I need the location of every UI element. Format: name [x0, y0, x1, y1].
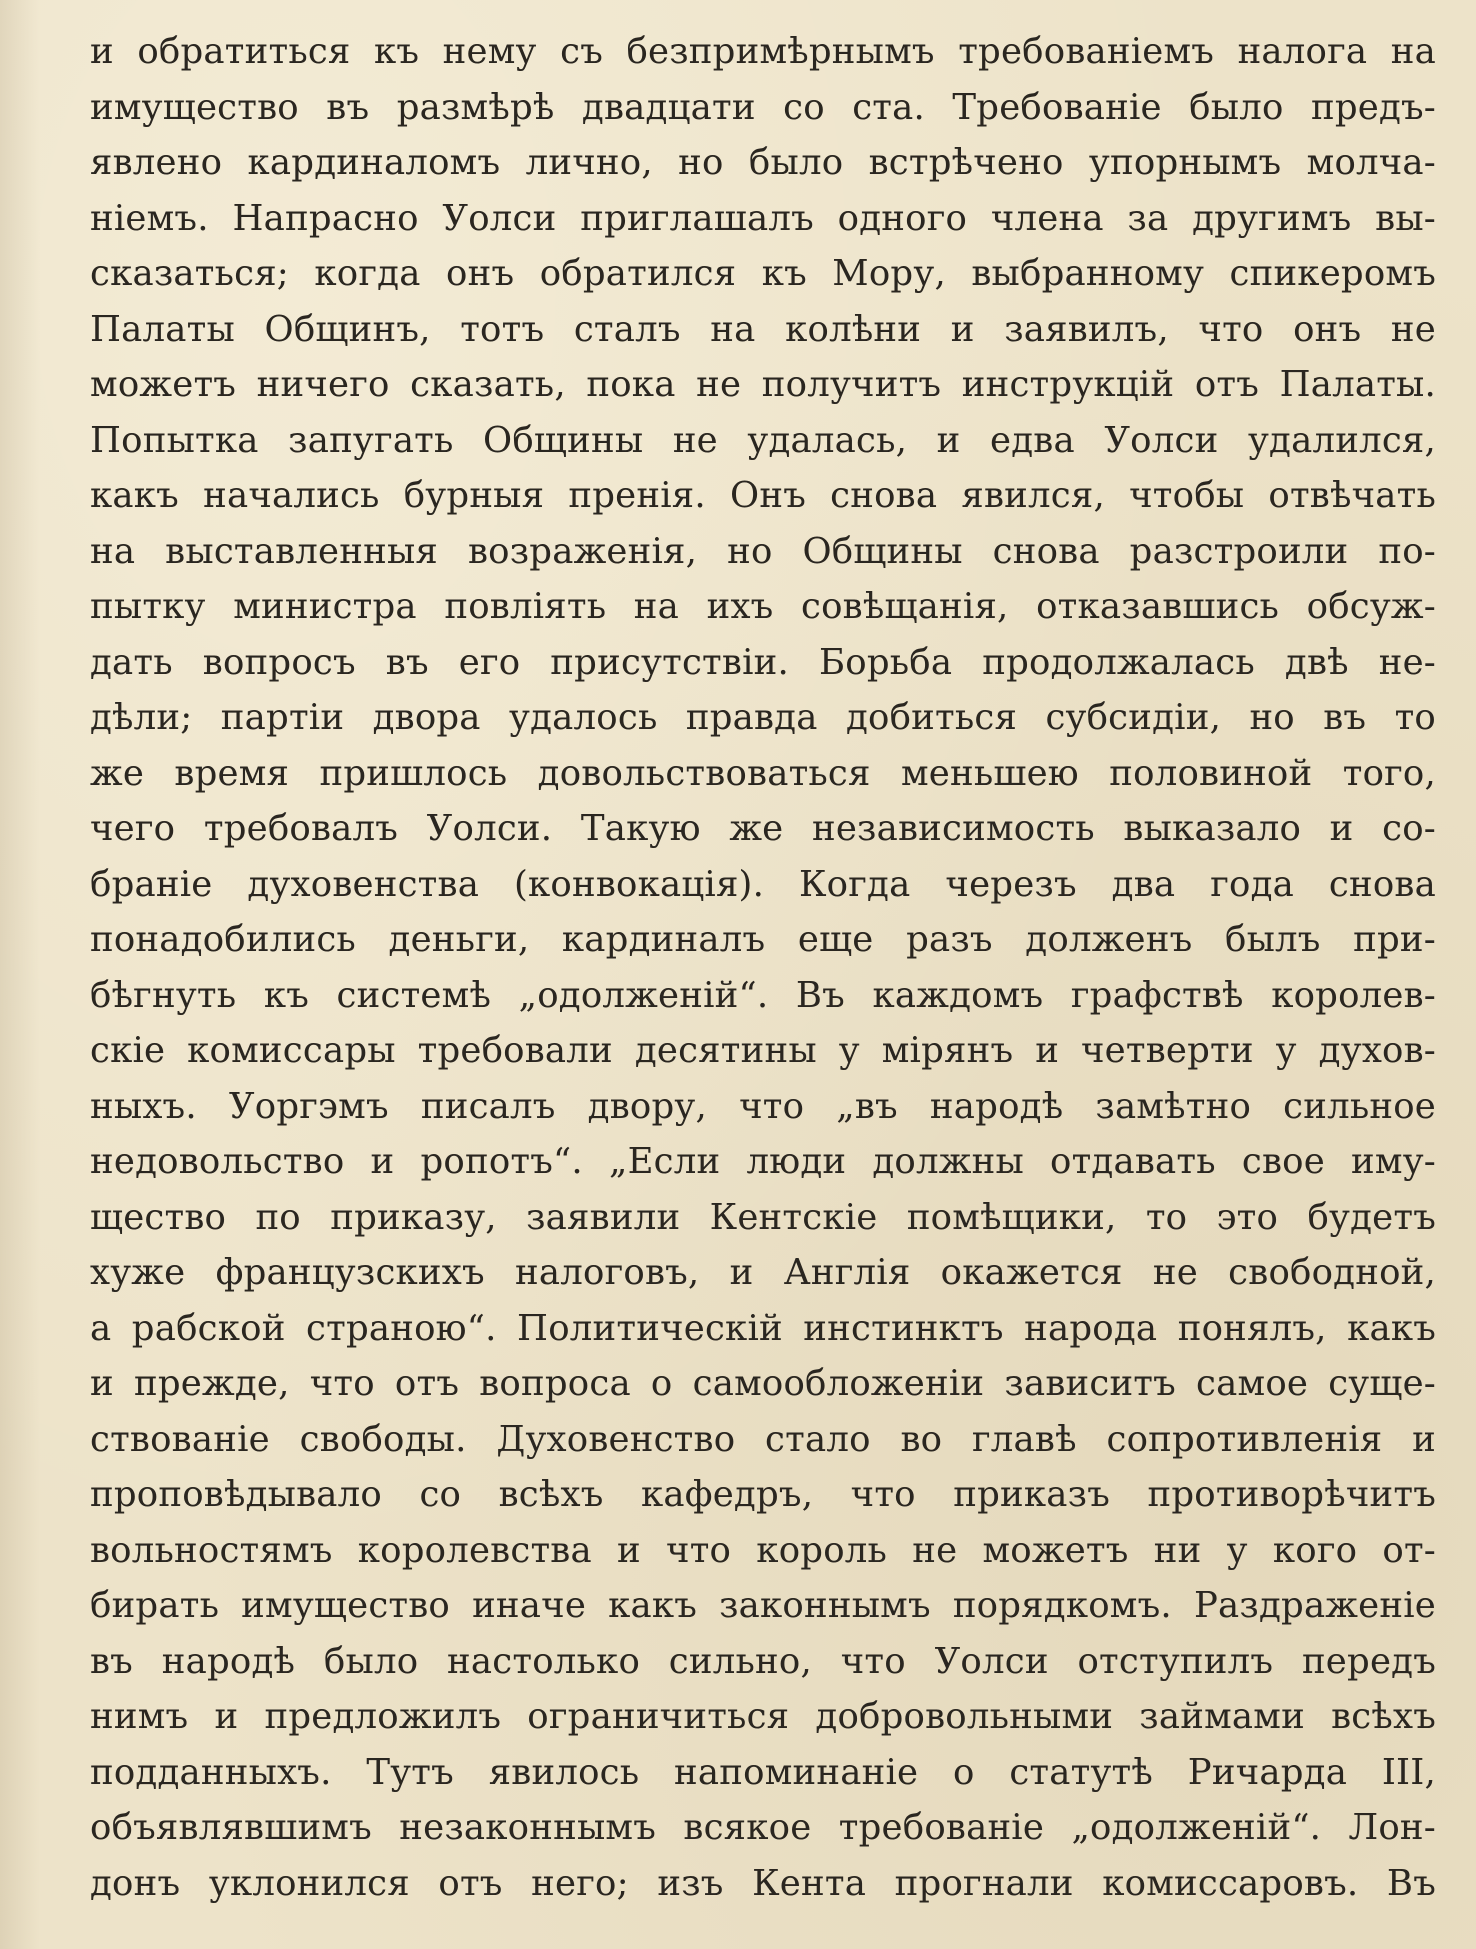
text-line-24: а рабской страною“. Политическій инстинктъ народа понялъ, какъ	[90, 1307, 1436, 1349]
text-line-9: какъ начались бурныя пренія. Онъ снова явился, чтобы отвѣчать	[90, 475, 1436, 516]
text-line-34: донъ уклонился отъ него; изъ Кента прогнали комиссаровъ. Въ	[90, 1862, 1436, 1904]
text-line-1: и обратиться къ нему съ безпримѣрнымъ требованіемъ налога на	[90, 31, 1436, 72]
page-gutter-shadow	[0, 0, 40, 1949]
text-line-19: скіе комиссары требовали десятины у мірянъ и четверти у духов-	[90, 1030, 1436, 1071]
text-line-5: сказаться; когда онъ обратился къ Мору, выбранному спикеромъ	[90, 253, 1436, 294]
text-line-31: нимъ и предложилъ ограничиться добровольными займами всѣхъ	[90, 1696, 1436, 1737]
text-line-2: имущество въ размѣрѣ двадцати со ста. Требованіе было предъ-	[90, 86, 1436, 128]
text-line-8: Попытка запугать Общины не удалась, и едва Уолси удалился,	[90, 419, 1436, 461]
text-line-20: ныхъ. Уоргэмъ писалъ двору, что „въ народѣ замѣтно сильное	[90, 1085, 1436, 1127]
text-line-7: можетъ ничего сказать, пока не получитъ инструкцій отъ Палаты.	[90, 364, 1436, 405]
text-line-10: на выставленныя возраженія, но Общины снова разстроили по-	[90, 530, 1436, 572]
text-line-33: объявлявшимъ незаконнымъ всякое требованіе „одолженій“. Лон-	[90, 1807, 1436, 1848]
text-line-32: подданныхъ. Тутъ явилось напоминаніе о статутѣ Ричарда III,	[90, 1751, 1436, 1793]
text-line-16: браніе духовенства (конвокація). Когда черезъ два года снова	[90, 863, 1436, 905]
text-line-6: Палаты Общинъ, тотъ сталъ на колѣни и заявилъ, что онъ не	[90, 308, 1436, 350]
text-line-29: бирать имущество иначе какъ законнымъ порядкомъ. Раздраженіе	[90, 1585, 1436, 1626]
text-line-18: бѣгнуть къ системѣ „одолженій“. Въ каждомъ графствѣ королев-	[90, 974, 1436, 1016]
text-line-28: вольностямъ королевства и что король не можетъ ни у кого от-	[90, 1529, 1436, 1571]
text-line-25: и прежде, что отъ вопроса о самообложеніи зависитъ самое суще-	[90, 1363, 1436, 1404]
text-line-30: въ народѣ было настолько сильно, что Уолси отступилъ передъ	[90, 1640, 1436, 1682]
text-line-26: ствованіе свободы. Духовенство стало во главѣ сопротивленія и	[90, 1418, 1436, 1460]
body-text	[90, 24, 1436, 1911]
text-line-11: пытку министра повліять на ихъ совѣщанія, отказавшись обсуж-	[90, 586, 1436, 627]
text-line-13: дѣли; партіи двора удалось правда добиться субсидіи, но въ то	[90, 697, 1436, 738]
text-line-22: щество по приказу, заявили Кентскіе помѣщики, то это будетъ	[90, 1196, 1436, 1238]
text-line-3: явлено кардиналомъ лично, но было встрѣчено упорнымъ молча-	[90, 142, 1436, 183]
text-line-4: ніемъ. Напрасно Уолси приглашалъ одного члена за другимъ вы-	[90, 197, 1436, 239]
text-line-21: недовольство и ропотъ“. „Если люди должны отдавать свое иму-	[90, 1141, 1436, 1182]
text-line-12: дать вопросъ въ его присутствіи. Борьба продолжалась двѣ не-	[90, 641, 1436, 683]
text-line-14: же время пришлось довольствоваться меньшею половиной того,	[90, 752, 1436, 794]
text-line-15: чего требовалъ Уолси. Такую же независимость выказало и со-	[90, 808, 1436, 849]
text-line-27: проповѣдывало со всѣхъ кафедръ, что приказъ противорѣчитъ	[90, 1474, 1436, 1515]
text-line-17: понадобились деньги, кардиналъ еще разъ долженъ былъ при-	[90, 919, 1436, 960]
text-line-23: хуже французскихъ налоговъ, и Англія окажется не свободной,	[90, 1252, 1436, 1293]
